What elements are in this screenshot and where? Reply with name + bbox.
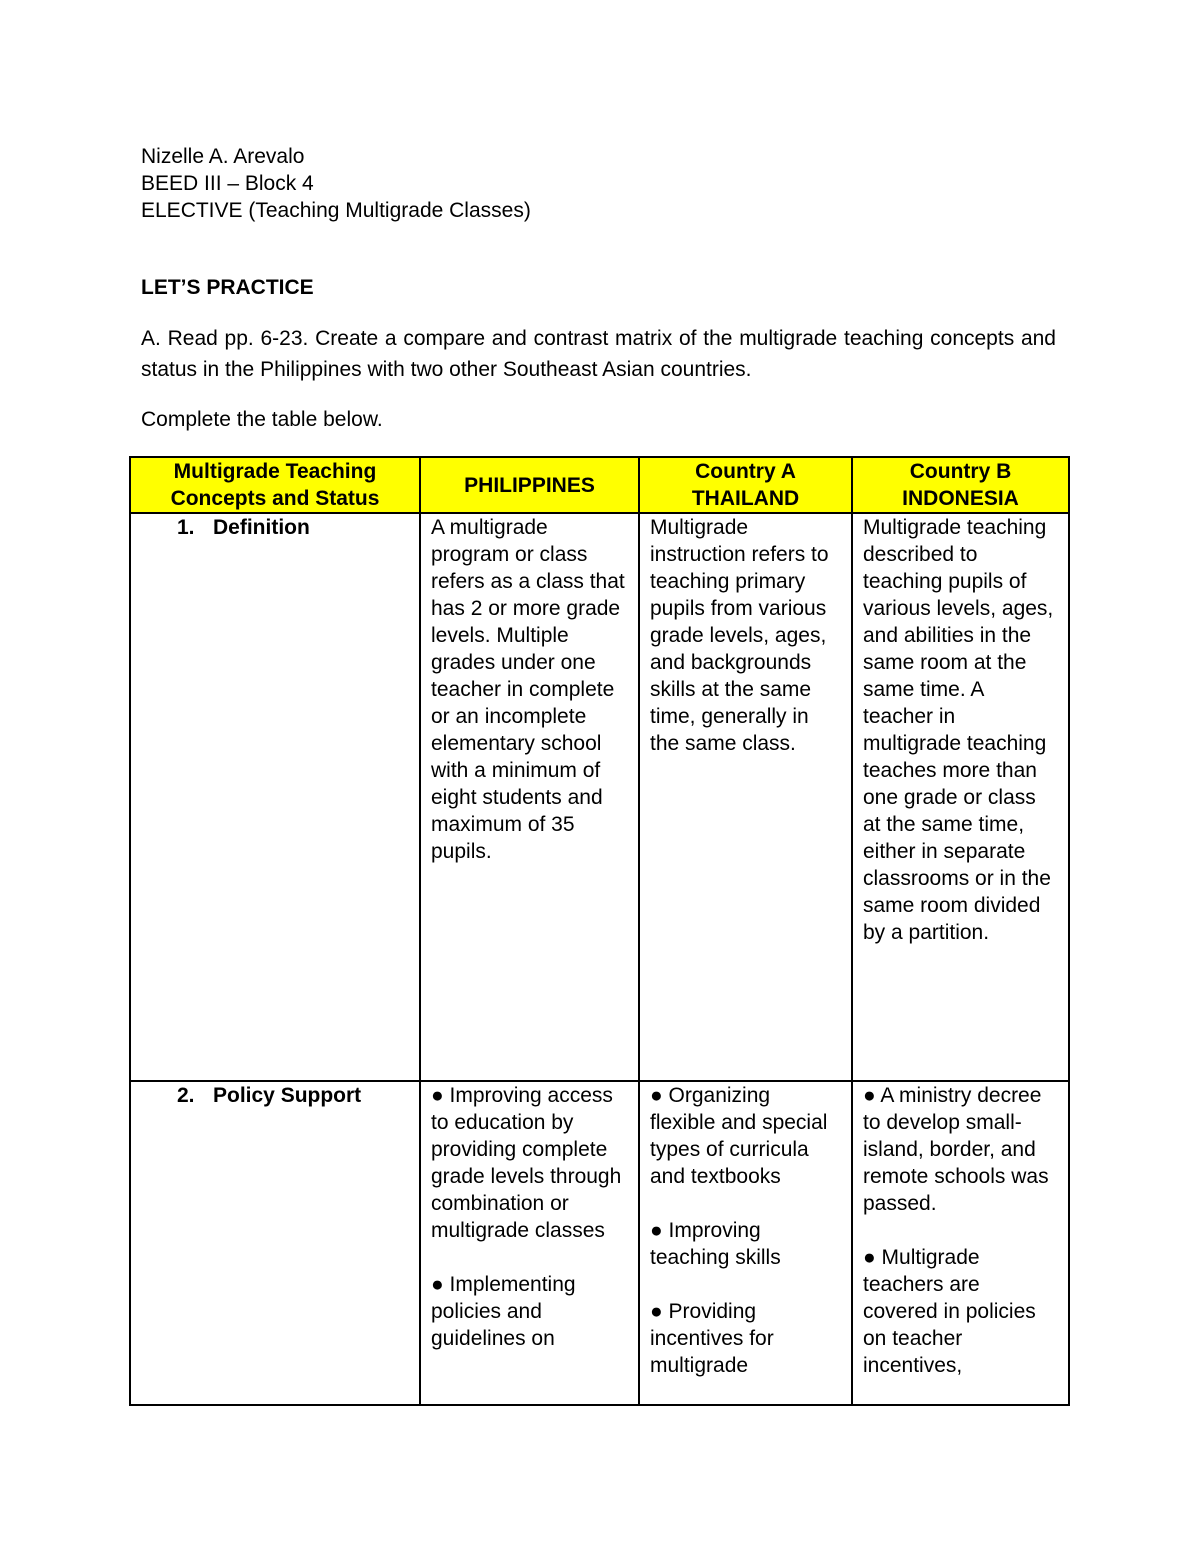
row-label-text: Definition [213,516,310,539]
list-item: ● Improving access to education by providing complete grade levels through combination or multigrade classes [431,1084,622,1242]
complete-instruction: Complete the table below. [141,408,383,431]
cell-definition-indonesia: Multigrade teaching described to teaching pupils of various levels, ages, and abilities in the same room at the same time. A teacher in multigrade teaching teaches more than one grade or class at the same time, either in separate classrooms or in the same room divided by a partition. [852,513,1069,1081]
row-label-policy-support [130,1081,420,1405]
table-row-policy-support [130,1081,1069,1405]
header-country-a: Country A THAILAND [639,457,852,513]
row-number: 1. [177,516,195,539]
cell-policy-philippines [420,1081,639,1405]
cell-definition-thailand: Multigrade instruction refers to teaching primary pupils from various grade levels, ages, and backgrounds skills at the same time, generally in the same class. [639,513,852,1081]
list-item: ● Organizing flexible and special types of curricula and textbooks [650,1084,828,1188]
row-label-text: Policy Support [213,1084,362,1107]
list-item: ● Implementing policies and guidelines on [431,1273,576,1350]
header-philippines: PHILIPPINES [420,457,639,513]
list-item: ● Improving teaching skills [650,1219,781,1269]
subject-title: ELECTIVE (Teaching Multigrade Classes) [141,199,531,222]
course-block: BEED III – Block 4 [141,172,314,195]
table-header-row [130,457,1069,513]
cell-policy-indonesia [852,1081,1069,1405]
header-country-b: Country B INDONESIA [852,457,1069,513]
header-concepts: Multigrade Teaching Concepts and Status [130,457,420,513]
section-title: LET’S PRACTICE [141,276,314,299]
table-row-definition [130,513,1069,1081]
list-item: ● Providing incentives for multigrade [650,1300,774,1377]
instruction-text: A. Read pp. 6-23. Create a compare and contrast matrix of the multigrade teaching concepts and status in the Philippines with two other Southeast Asian countries. [141,327,1056,381]
row-label-definition [130,513,420,1081]
list-item: ● Multigrade teachers are covered in policies on teacher incentives, [863,1246,1036,1377]
list-item: ● A ministry decree to develop small-island, border, and remote schools was passed. [863,1084,1049,1215]
row-number: 2. [177,1084,195,1107]
compare-contrast-matrix [129,456,1070,1406]
student-name: Nizelle A. Arevalo [141,145,305,168]
cell-policy-thailand [639,1081,852,1405]
cell-definition-philippines: A multigrade program or class refers as a class that has 2 or more grade levels. Multiple grades under one teacher in complete or an incomplete elementary school with a minimum of eight students and maximum of 35 pupils. [420,513,639,1081]
